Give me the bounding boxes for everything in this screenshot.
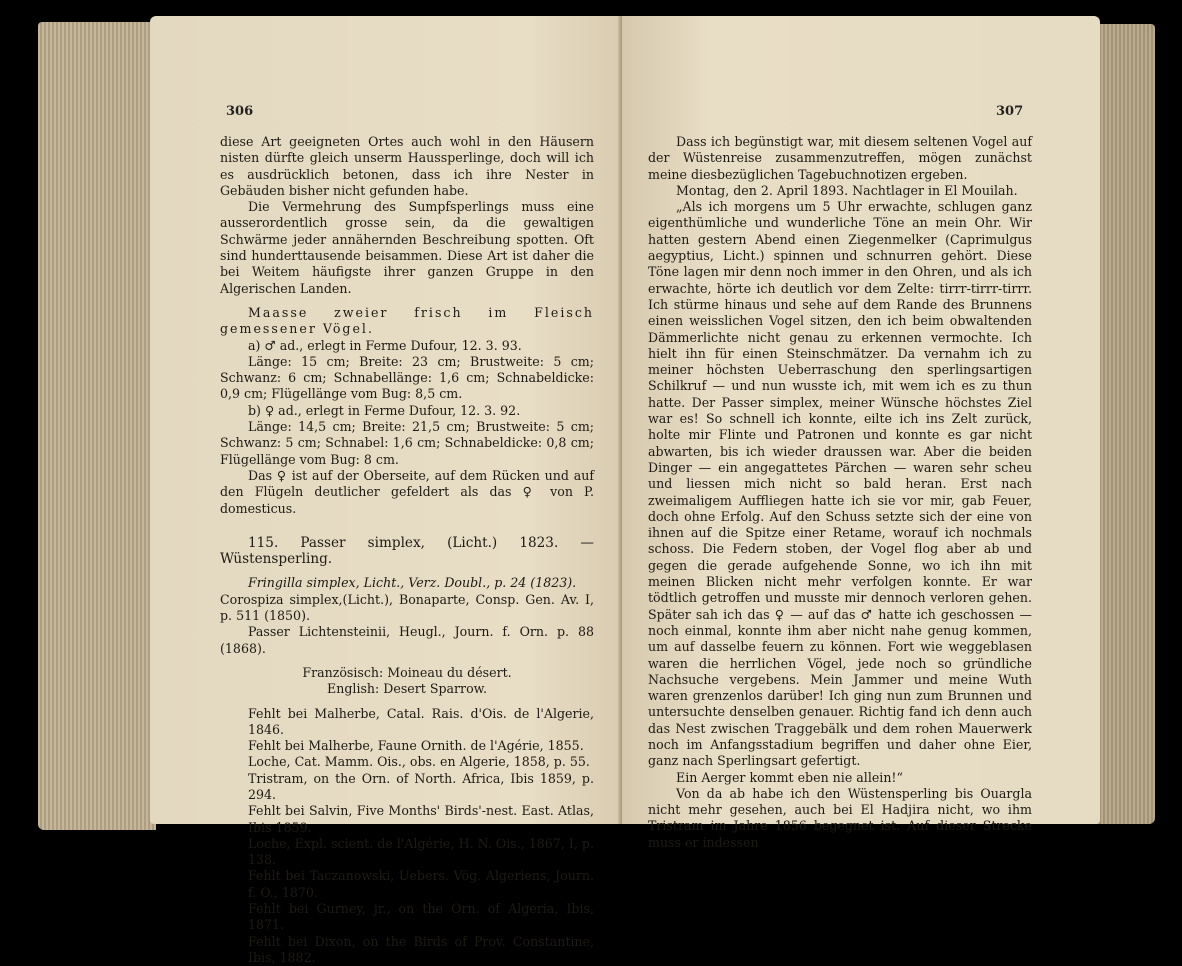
left-page-number: 306 <box>226 104 254 119</box>
specimen-b-measurements: Länge: 14,5 cm; Breite: 21,5 cm; Brustweite: 5 cm; Schwanz: 5 cm; Schnabel: 1,6 cm; Schnabeldicke: 0,8 cm; Flügellänge vom Bug: 8 cm. <box>220 419 594 467</box>
common-name-english: English: Desert Sparrow. <box>327 681 487 697</box>
paragraph: Das ♀ ist auf der Oberseite, auf dem Rücken und auf den Flügeln deutlicher gefeldert als das ♀ von P. domesticus. <box>220 467 594 516</box>
common-name-french: Französisch: Moineau du désert. <box>302 664 512 680</box>
literature-entry: Fehlt bei Malherbe, Faune Ornith. de l'Agérie, 1855. <box>248 738 584 754</box>
left-page <box>150 16 624 965</box>
literature-entry: Tristram, on the Orn. of North. Africa, Ibis 1859, p. 294. <box>248 770 594 802</box>
left-page-text <box>220 134 594 966</box>
literature-entry: Fehlt bei Dixon, on the Birds of Prov. Constantine, Ibis, 1882. <box>248 933 594 965</box>
paragraph: Ein Aerger kommt eben nie allein!“ <box>676 769 903 785</box>
literature-entry: Fehlt bei Taczanowski, Uebers. Vög. Algeriens, Journ. f. O., 1870. <box>248 868 594 900</box>
paragraph: Von da ab habe ich den Wüstensperling bis Ouargla nicht mehr gesehen, auch bei El Hadjira nicht, wo ihm Tristram im Jahre 1856 begegnet ist. Auf dieser Strecke muss er indessen <box>648 785 1032 850</box>
paragraph: diese Art geeigneten Ortes auch wohl in den Häusern nisten dürfte gleich unserm Haussperlinge, doch will ich es ausdrücklich betonen, dass ich ihre Nester in Gebäuden bisher nicht gefunden habe. <box>220 134 594 198</box>
measurements-heading: Maasse zweier frisch im Fleisch gemessener Vögel. <box>220 304 594 337</box>
right-page <box>622 16 1100 850</box>
right-page-number: 307 <box>996 104 1024 119</box>
synonym: Corospiza simplex,(Licht.), Bonaparte, Consp. Gen. Av. I, p. 511 (1850). <box>220 591 594 624</box>
specimen-a-measurements: Länge: 15 cm; Breite: 23 cm; Brustweite: 5 cm; Schwanz: 6 cm; Schnabellänge: 1,6 cm; Schnabeldicke: 0,9 cm; Flügellänge vom Bug: 8,5 cm. <box>220 353 594 402</box>
species-heading: 115. Passer simplex, (Licht.) 1823. — Wüstensperling. <box>220 534 594 568</box>
right-page-edges <box>1093 24 1155 824</box>
right-page-text <box>648 134 1032 851</box>
literature-entry: Fehlt bei Malherbe, Catal. Rais. d'Ois. de l'Algerie, 1846. <box>248 705 594 737</box>
synonym: Passer Lichtensteinii, Heugl., Journ. f. Orn. p. 88 (1868). <box>220 624 594 656</box>
diary-date: Montag, den 2. April 1893. Nachtlager in El Mouilah. <box>676 182 1018 198</box>
specimen-a: a) ♂ ad., erlegt in Ferme Dufour, 12. 3. 93. <box>248 337 522 353</box>
specimen-b: b) ♀ ad., erlegt in Ferme Dufour, 12. 3. 92. <box>248 402 521 418</box>
literature-entry: Fehlt bei Salvin, Five Months' Birds'-nest. East. Atlas, Ibis 1859. <box>248 803 594 835</box>
literature-entry: Loche, Expl. scient. de l'Algérie, H. N. Ois., 1867, I, p. 138. <box>248 835 594 868</box>
diary-entry: „Als ich morgens um 5 Uhr erwachte, schlugen ganz eigenthümliche und wunderliche Töne an mein Ohr. Wir hatten gestern Abend einen Ziegenmelker (Caprimulgus aegyptius, Licht.) spinnen und schnurren gehört. Diese Töne lagen mir denn noch immer in den Ohren, und als ich erwachte, hörte ich deutlich vor dem Zelte: tirrr-tirrr-tirrr. Ich stürme hinaus und sehe auf dem Rande des Brunnens einen weisslichen Vogel sitzen, den ich beim obwaltenden Dämmerlichte nicht genau zu erkennen vermochte. Ich hielt ihn für einen Steinschmätzer. Da vernahm ich zu meiner höchsten Ueberraschung den sperlingsartigen Schilkruf — und nun wusste ich, mit wem ich es zu thun hatte. Der Passer simplex, meiner Wünsche höchstes Ziel war es! So schnell ich konnte, eilte ich ins Zelt zurück, holte mir Flinte und Patronen und konnte es gar nicht abwarten, bis ich wieder draussen war. Aber die beiden Dinger — ein angegattetes Pärchen — waren sehr scheu und liessen mich nicht so bald heran. Erst nach zweimaligem Auffliegen hatte ich sie vor mir, gab Feuer, doch ohne Erfolg. Auf den Schuss setzte sich der eine von ihnen auf die Spitze einer Retame, worauf ich nochmals schoss. Die Federn stoben, der Vogel flog aber ab und gegen die gerade aufgehende Sonne, wo ich ihn mit meinen Blicken nicht mehr verfolgen konnte. Er war tödtlich getroffen und musste mir dennoch verloren gehen. Später sah ich das ♀ — auf das ♂ hatte ich geschossen — noch einmal, konnte ihm aber nicht nahe genug kommen, um auf dasselbe feuern zu können. Fort wie weggeblasen waren die herrlichen Vögel, jede noch so gründliche Nachsuche vergebens. Mein Jammer und meine Wuth waren grenzenlos darüber! Ich ging nun zum Brunnen und untersuchte denselben genauer. Richtig fand ich denn auch das Nest zwischen Traggebälk und dem rohen Mauerwerk noch im Anfangsstadium begriffen und daher ohne Eier, ganz nach Sperlingsart gefertigt. <box>648 199 1032 769</box>
literature-entry: Fehlt bei Gurney, jr., on the Orn. of Algeria, Ibis, 1871. <box>248 901 594 933</box>
paragraph: Die Vermehrung des Sumpfsperlings muss eine ausserordentlich grosse sein, da die gewaltigen Schwärme jeder annähernden Beschreibung spotten. Oft sind hunderttausende beisammen. Diese Art ist daher die bei Weitem häufigste ihrer ganzen Gruppe in den Algerischen Landen. <box>220 199 594 296</box>
paragraph: Dass ich begünstigt war, mit diesem seltenen Vogel auf der Wüstenreise zusammenzutreffen, mögen zunächst meine diesbezüglichen Tagebuchnotizen ergeben. <box>648 134 1032 182</box>
left-page-edges <box>38 22 156 830</box>
synonym: Fringilla simplex, Licht., Verz. Doubl., p. 24 (1823). <box>248 575 577 591</box>
literature-entry: Loche, Cat. Mamm. Ois., obs. en Algerie, 1858, p. 55. <box>248 754 590 770</box>
